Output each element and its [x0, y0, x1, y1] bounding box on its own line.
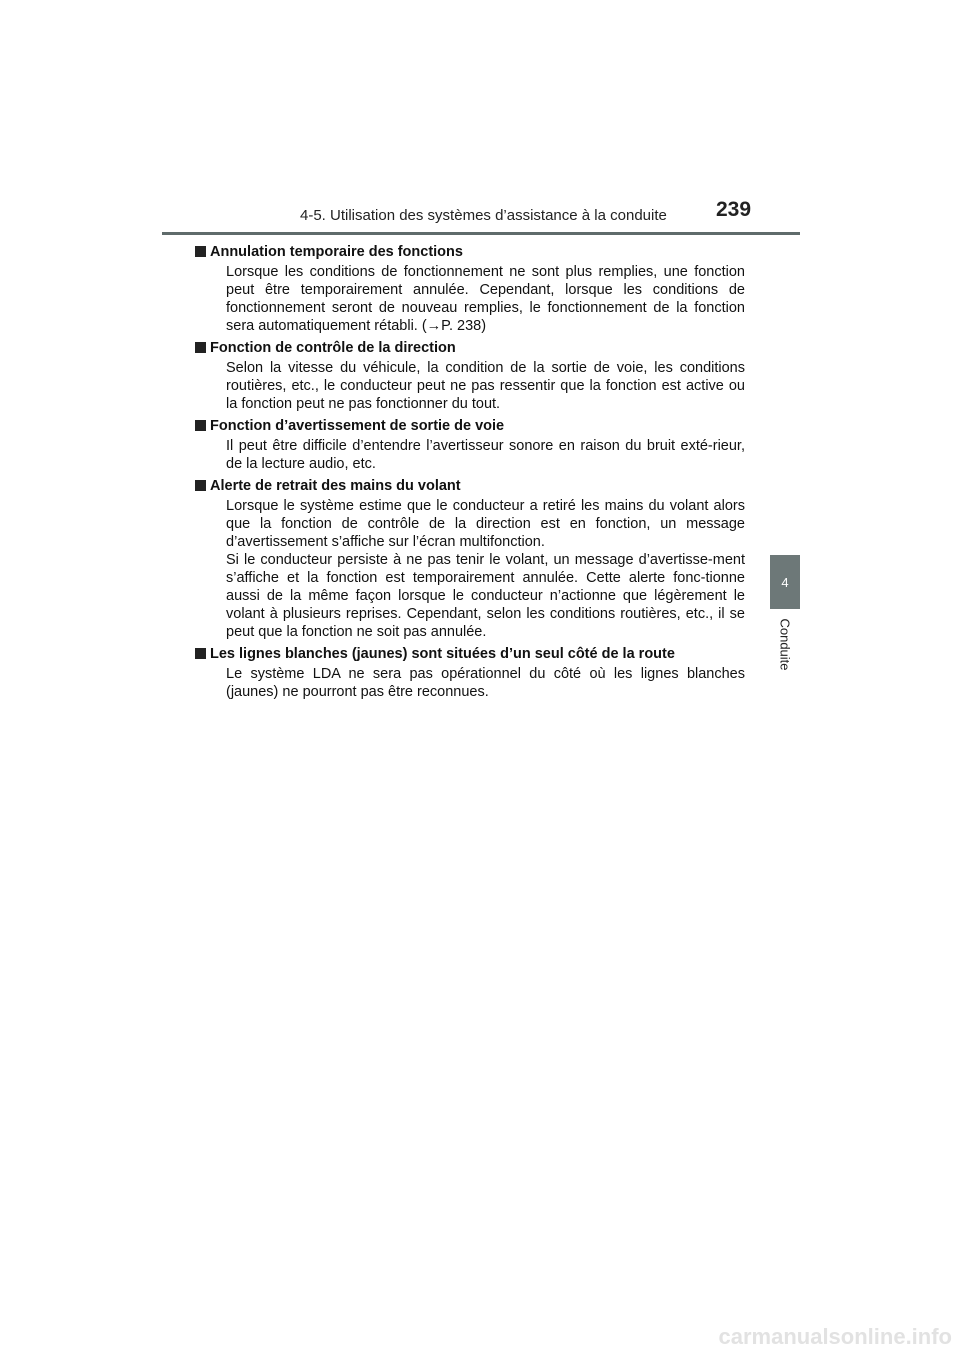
page-content	[210, 243, 745, 705]
square-bullet-icon	[195, 342, 206, 353]
section-paragraph: Lorsque le système estime que le conducteur a retiré les mains du volant alors que la fonction de contrôle de la direction est en fonction, un message d’avertissement s’affiche sur l’écran multifonction.	[226, 498, 745, 550]
section-title: Les lignes blanches (jaunes) sont situées d’un seul côté de la route	[210, 645, 745, 663]
watermark: carmanualsonline.info	[718, 1324, 952, 1349]
section-hands-off-alert	[210, 477, 745, 641]
section-paragraph: Lorsque les conditions de fonctionnement ne sont plus remplies, une fonction peut être temporairement annulée. Cependant, lorsque les conditions de fonctionnement seront de nouveau remplies, le fonctionnement de la fonction sera automatiquement rétabli. (→P. 238)	[226, 264, 745, 334]
square-bullet-icon	[195, 648, 206, 659]
section-paragraph: Selon la vitesse du véhicule, la condition de la sortie de voie, les conditions routières, etc., le conducteur peut ne pas ressentir que la fonction est active ou la fonction peut ne pas fonctionner du tout.	[226, 360, 745, 412]
section-paragraph: Il peut être difficile d’entendre l’avertisseur sonore en raison du bruit exté-rieur, de la lecture audio, etc.	[226, 438, 745, 472]
square-bullet-icon	[195, 420, 206, 431]
section-temporary-cancel	[210, 243, 745, 335]
square-bullet-icon	[195, 480, 206, 491]
section-one-side-lines	[210, 645, 745, 701]
chapter-label-container	[770, 600, 800, 688]
header-divider	[162, 232, 800, 235]
chapter-number: 4	[781, 574, 789, 590]
section-title: Fonction d’avertissement de sortie de voie	[210, 417, 745, 435]
chapter-label: Conduite	[777, 617, 793, 671]
section-title: Alerte de retrait des mains du volant	[210, 477, 745, 495]
section-title: Annulation temporaire des fonctions	[210, 243, 745, 261]
running-header: 4-5. Utilisation des systèmes d’assistance à la conduite	[300, 207, 667, 224]
page-number: 239	[716, 198, 752, 221]
section-paragraph: Le système LDA ne sera pas opérationnel du côté où les lignes blanches (jaunes) ne pourront pas être reconnues.	[226, 666, 745, 700]
section-paragraph: Si le conducteur persiste à ne pas tenir le volant, un message d’avertisse-ment s’affiche et la fonction est temporairement annulée. Cette alerte fonc-tionne aussi de la même façon lorsque le conducteur n’actionne que légèrement le volant à plusieurs reprises. Cependant, selon les conditions routières, etc., il se peut que la fonction ne soit pas annulée.	[226, 552, 745, 640]
square-bullet-icon	[195, 246, 206, 257]
section-title: Fonction de contrôle de la direction	[210, 339, 745, 357]
section-lane-departure-warning	[210, 417, 745, 473]
section-steering-control	[210, 339, 745, 413]
